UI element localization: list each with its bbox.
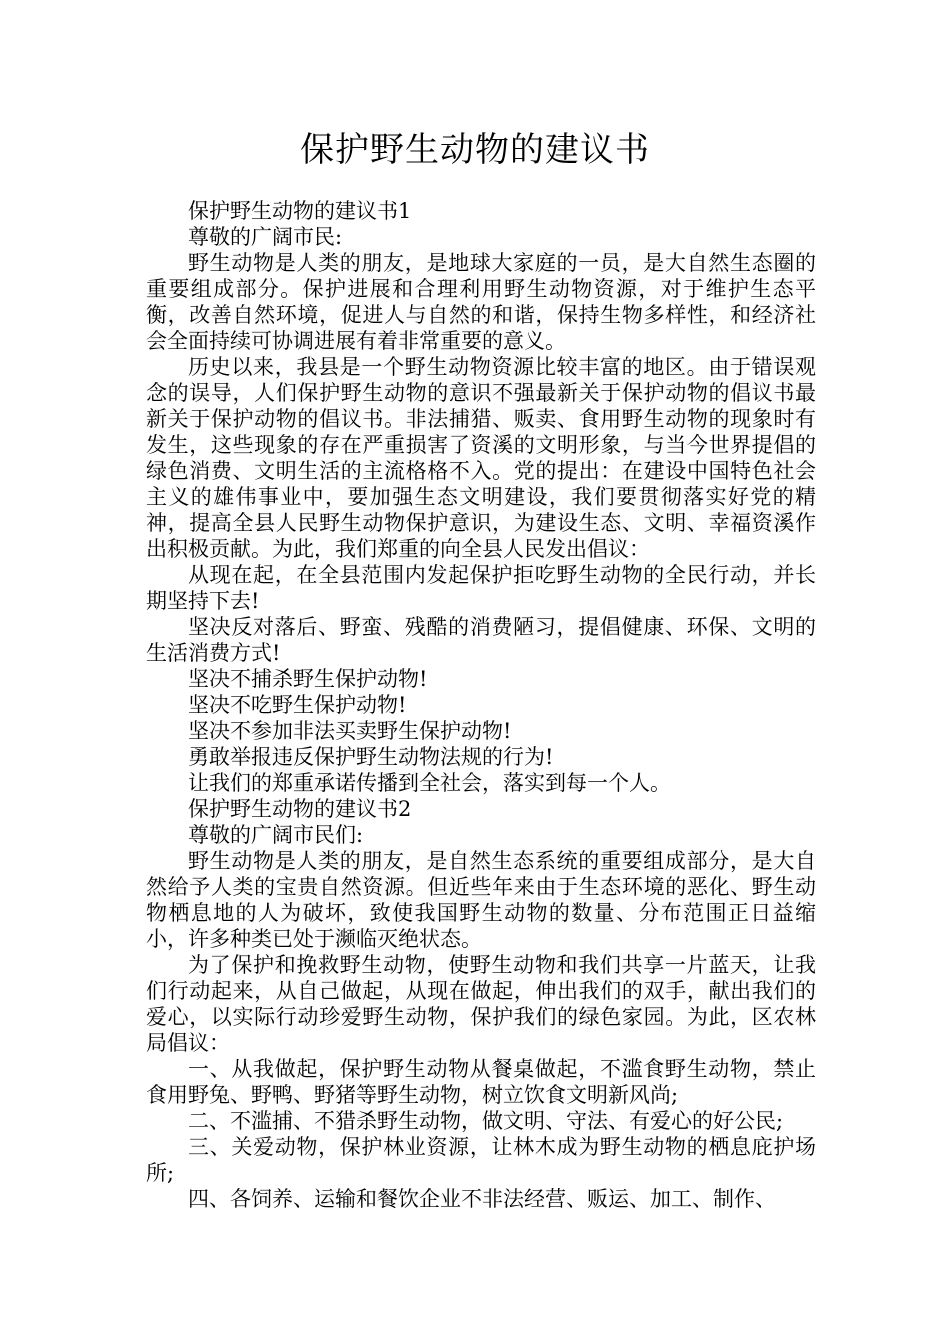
pledge-item: 坚决不捕杀野生保护动物! xyxy=(188,667,428,691)
document-body xyxy=(146,198,816,1212)
proposal-item: 四、各饲养、运输和餐饮企业不非法经营、贩运、加工、制作、 xyxy=(188,1187,776,1211)
paragraph: 为了保护和挽救野生动物，使野生动物和我们共享一片蓝天，让我们行动起来，从自己做起，从现在做起，伸出我们的双手，献出我们的爱心，以实际行动珍爱野生动物，保护我们的绿色家园。为此，区农林局倡议： xyxy=(146,953,816,1055)
pledge-item: 勇敢举报违反保护野生动物法规的行为! xyxy=(188,745,554,769)
paragraph: 历史以来，我县是一个野生动物资源比较丰富的地区。由于错误观念的误导，人们保护野生动物的意识不强最新关于保护动物的倡议书最新关于保护动物的倡议书。非法捕猎、贩卖、食用野生动物的现象时有发生，这些现象的存在严重损害了资溪的文明形象，与当今世界提倡的绿色消费、文明生活的主流格格不入。党的提出：在建设中国特色社会主义的雄伟事业中，要加强生态文明建设，我们要贯彻落实好党的精神，提高全县人民野生动物保护意识，为建设生态、文明、幸福资溪作出积极贡献。为此，我们郑重的向全县人民发出倡议： xyxy=(146,355,816,561)
section-heading-1: 保护野生动物的建议书1 xyxy=(188,199,412,223)
paragraph: 从现在起，在全县范围内发起保护拒吃野生动物的全民行动，并长期坚持下去! xyxy=(146,563,816,613)
proposal-item: 二、不滥捕、不猎杀野生动物，做文明、守法、有爱心的好公民; xyxy=(188,1109,784,1133)
paragraph: 野生动物是人类的朋友，是自然生态系统的重要组成部分，是大自然给予人类的宝贵自然资源。但近些年来由于生态环境的恶化、野生动物栖息地的人为破坏，致使我国野生动物的数量、分布范围正日益缩小，许多种类已处于濒临灭绝状态。 xyxy=(146,849,816,951)
document-title: 保护野生动物的建议书 xyxy=(300,130,650,170)
pledge-item: 坚决不吃野生保护动物! xyxy=(188,693,407,717)
greeting-1: 尊敬的广阔市民: xyxy=(188,225,343,249)
proposal-item: 一、从我做起，保护野生动物从餐桌做起，不滥食野生动物，禁止食用野兔、野鸭、野猪等野生动物，树立饮食文明新风尚; xyxy=(146,1057,816,1107)
pledge-item: 坚决不参加非法买卖野生保护动物! xyxy=(188,719,512,743)
proposal-item: 三、关爱动物，保护林业资源，让林木成为野生动物的栖息庇护场所; xyxy=(146,1135,816,1185)
paragraph: 野生动物是人类的朋友，是地球大家庭的一员，是大自然生态圈的重要组成部分。保护进展和合理利用野生动物资源，对于维护生态平衡，改善自然环境，促进人与自然的和谐，保持生物多样性，和经济社会全面持续可协调进展有着非常重要的意义。 xyxy=(146,251,816,353)
section-heading-2: 保护野生动物的建议书2 xyxy=(188,797,412,821)
greeting-2: 尊敬的广阔市民们: xyxy=(188,823,364,847)
paragraph: 让我们的郑重承诺传播到全社会，落实到每一个人。 xyxy=(188,771,671,795)
paragraph: 坚决反对落后、野蛮、残酷的消费陋习，提倡健康、环保、文明的生活消费方式! xyxy=(146,615,816,665)
